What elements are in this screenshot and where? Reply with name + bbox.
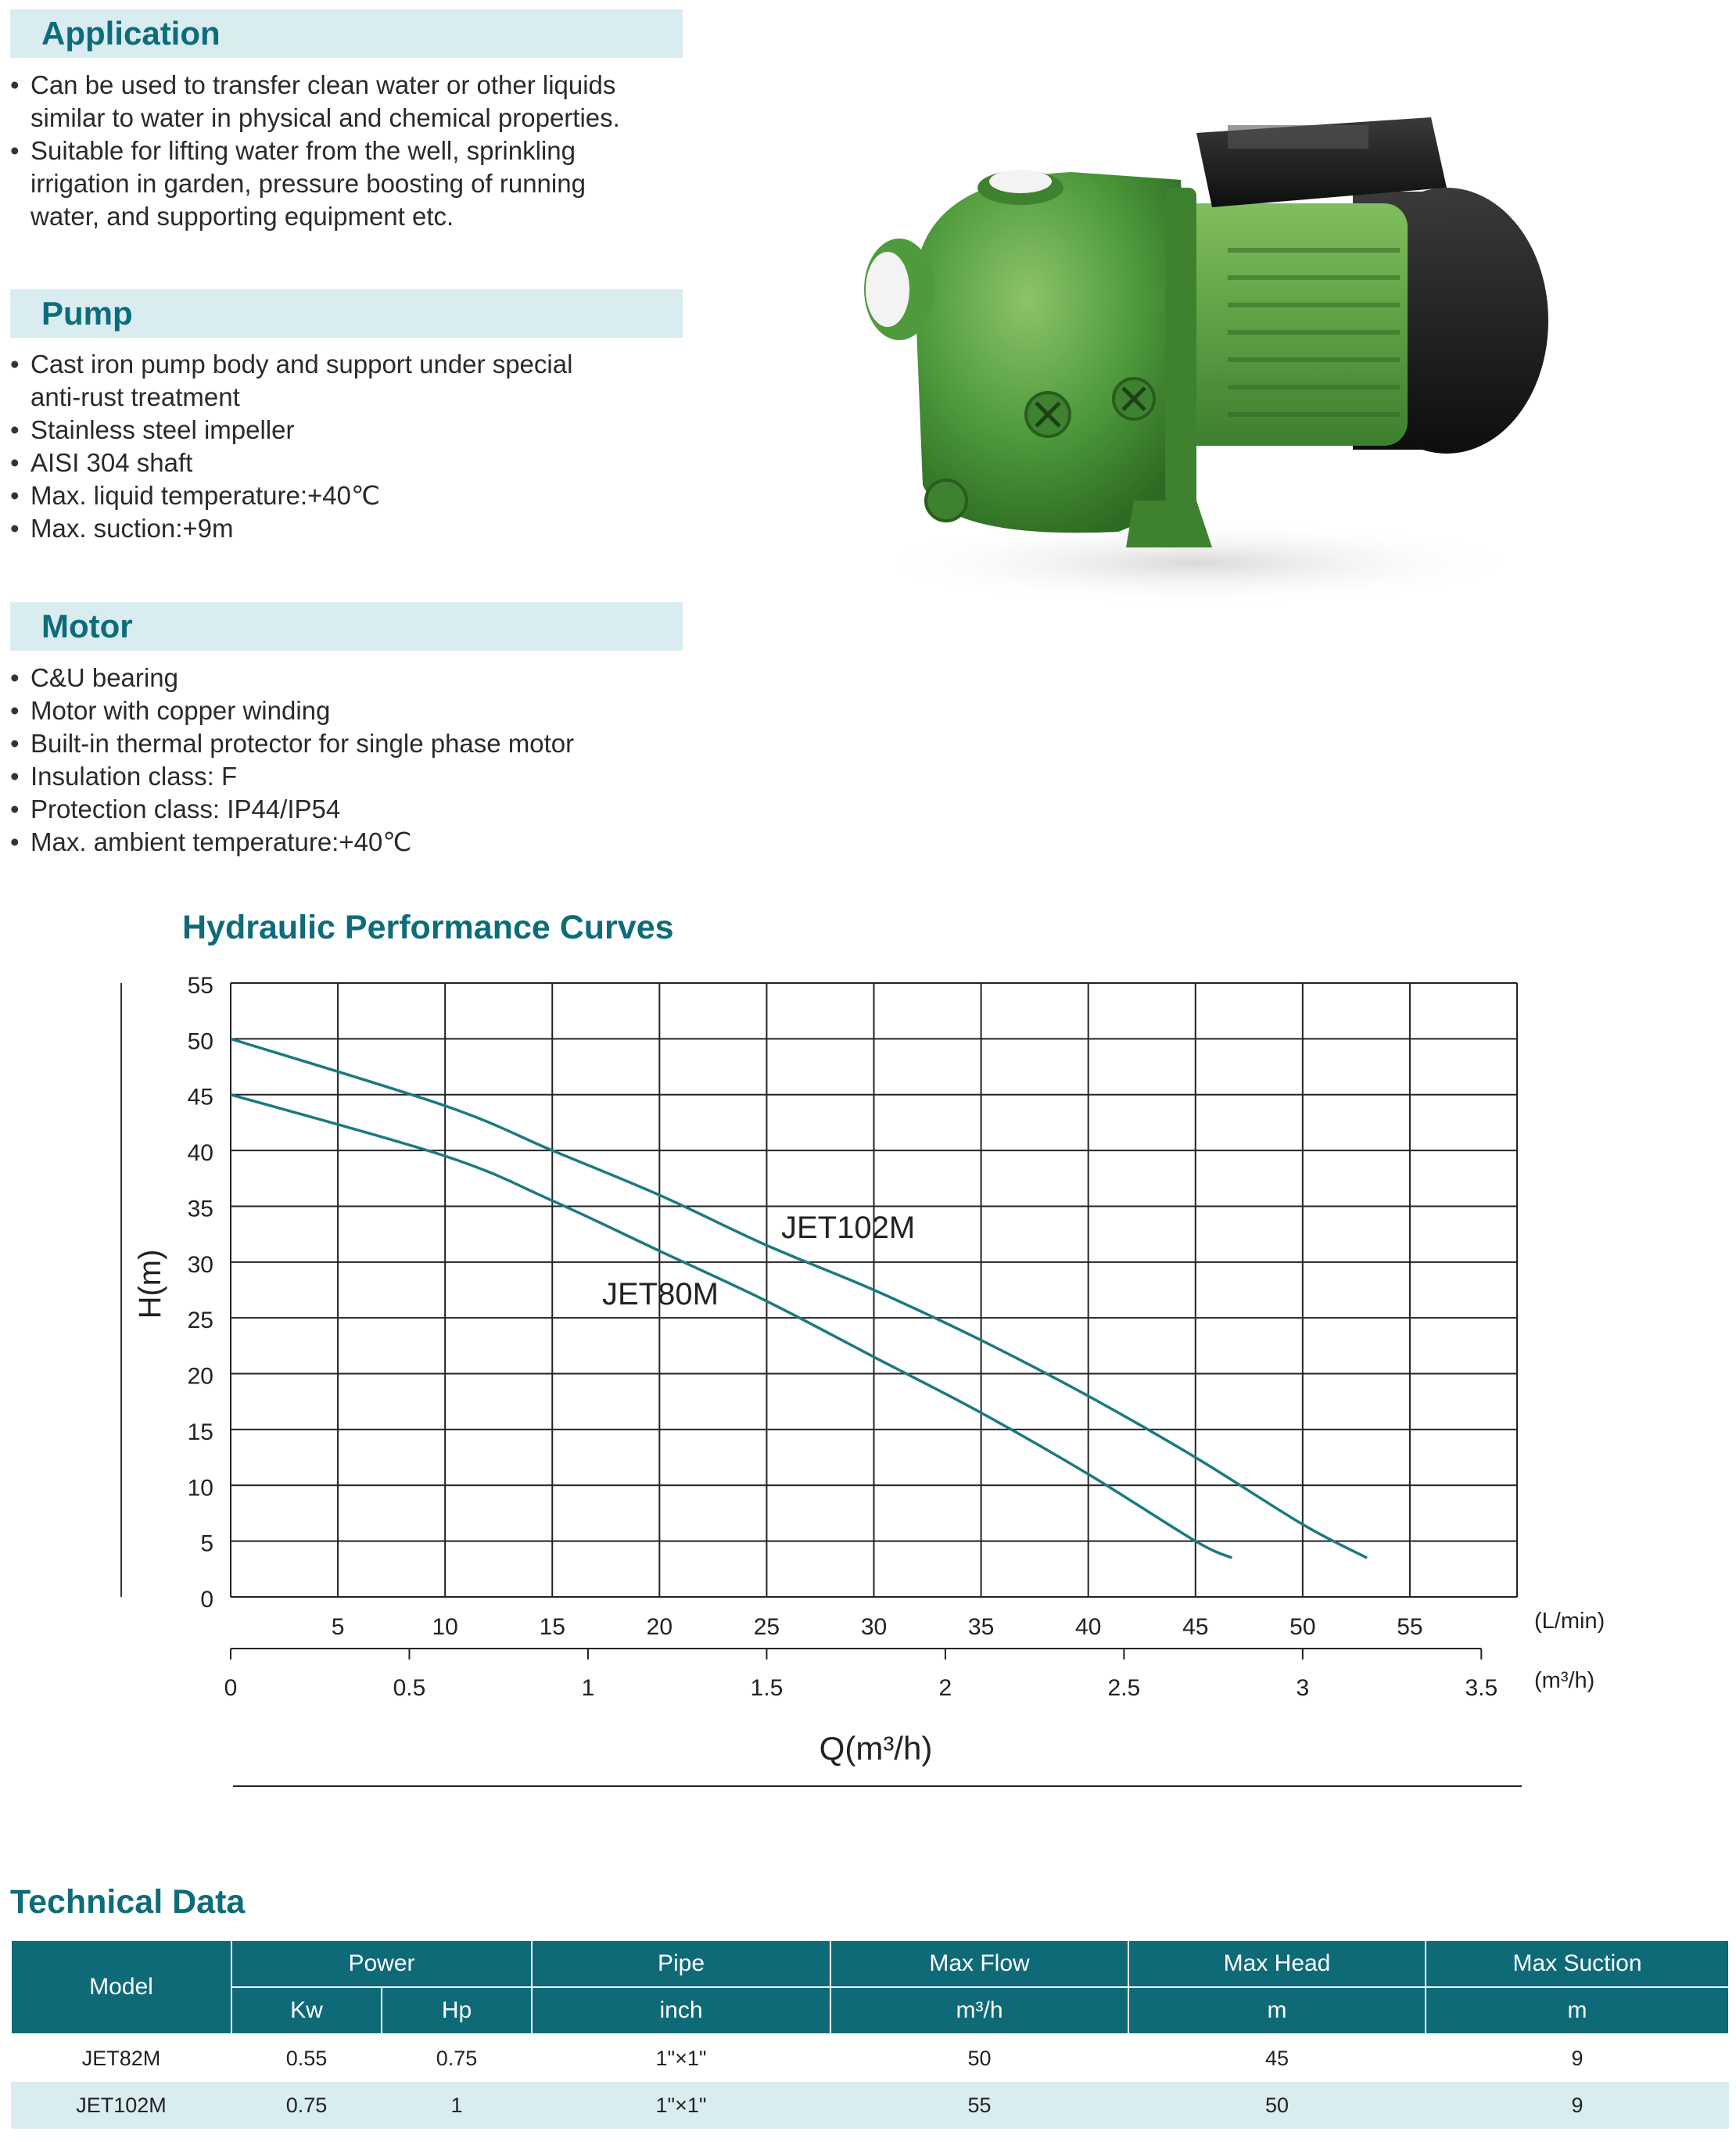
- y-axis-label: H(m): [133, 1249, 167, 1319]
- x-tick-label-lmin: 25: [753, 1614, 780, 1640]
- cell-suction: 9: [1426, 2034, 1729, 2082]
- x-unit-lmin: (L/min): [1534, 1609, 1605, 1634]
- cell-hp: 0.75: [382, 2034, 532, 2082]
- x-tick-label-m3h: 2: [938, 1675, 952, 1701]
- header-max-flow: Max Flow: [830, 1940, 1128, 1987]
- chart-title: Hydraulic Performance Curves: [182, 909, 674, 946]
- header-m-suction: m: [1426, 1987, 1729, 2034]
- list-item: • Built-in thermal protector for single phase motor: [10, 727, 574, 760]
- x-tick-label-lmin: 5: [331, 1614, 345, 1640]
- cell-flow: 55: [830, 2082, 1128, 2129]
- table-title: Technical Data: [10, 1883, 246, 1921]
- y-tick-label: 50: [187, 1028, 213, 1055]
- x-tick-label-m3h: 3: [1296, 1675, 1310, 1701]
- header-max-head: Max Head: [1128, 1940, 1426, 1987]
- curve-label-jet80m: JET80M: [602, 1277, 719, 1311]
- list-item: • AISI 304 shaft: [10, 447, 572, 479]
- curve-label-jet102m: JET102M: [781, 1211, 916, 1245]
- x-tick-label-lmin: 20: [646, 1614, 673, 1640]
- x-axis-label: Q(m³/h): [819, 1730, 933, 1767]
- cell-kw: 0.75: [231, 2082, 382, 2129]
- cell-pipe: 1"×1": [532, 2034, 830, 2082]
- y-tick-label: 55: [187, 973, 213, 999]
- y-tick-label: 20: [187, 1363, 213, 1390]
- cell-suction: 9: [1426, 2082, 1729, 2129]
- cell-head: 50: [1128, 2082, 1426, 2129]
- x-tick-label-lmin: 55: [1397, 1614, 1423, 1640]
- table-row: [11, 2034, 1729, 2082]
- section-title-pump: Pump: [41, 295, 133, 332]
- list-item: • Can be used to transfer clean water or other liquids similar to water in physical and chemical properties.: [10, 69, 620, 135]
- cell-kw: 0.55: [231, 2034, 382, 2082]
- list-item: • Max. suction:+9m: [10, 512, 572, 545]
- x-tick-label-lmin: 45: [1182, 1614, 1209, 1640]
- y-tick-label: 15: [187, 1419, 213, 1445]
- y-tick-label: 25: [187, 1308, 213, 1334]
- cell-model: JET102M: [11, 2082, 231, 2129]
- technical-data-table: [10, 1939, 1730, 2129]
- y-tick-label: 35: [187, 1196, 213, 1222]
- list-item: • Suitable for lifting water from the well, sprinkling irrigation in garden, pressure boosting of running water, and supporting equipment etc.: [10, 135, 620, 233]
- list-item: • Max. liquid temperature:+40℃: [10, 479, 572, 512]
- y-tick-label: 5: [200, 1530, 213, 1557]
- header-m3h: m³/h: [830, 1987, 1128, 2034]
- x-tick-label-lmin: 10: [432, 1614, 458, 1640]
- x-tick-label-lmin: 40: [1074, 1614, 1102, 1640]
- x-tick-label-m3h: 0.5: [393, 1675, 426, 1701]
- list-item: • Cast iron pump body and support under special anti-rust treatment: [10, 348, 572, 414]
- list-item: • Max. ambient temperature:+40℃: [10, 826, 574, 859]
- x-tick-label-m3h: 3.5: [1465, 1675, 1498, 1701]
- cell-head: 45: [1128, 2034, 1426, 2082]
- cell-model: JET82M: [11, 2034, 231, 2082]
- list-item: • Motor with copper winding: [10, 694, 574, 727]
- header-max-suction: Max Suction: [1426, 1940, 1729, 1987]
- y-tick-label: 45: [187, 1084, 213, 1110]
- section-title-application: Application: [41, 15, 221, 52]
- section-title-motor: Motor: [41, 608, 133, 644]
- x-tick-label-lmin: 35: [967, 1614, 995, 1640]
- list-item: • Protection class: IP44/IP54: [10, 793, 574, 826]
- x-tick-label-m3h: 1: [581, 1675, 595, 1701]
- header-m-head: m: [1128, 1987, 1426, 2034]
- x-tick-label-m3h: 0: [224, 1675, 238, 1701]
- x-tick-label-m3h: 1.5: [750, 1675, 784, 1701]
- curve-jet80m: [231, 1095, 1232, 1558]
- x-tick-label-m3h: 2.5: [1107, 1675, 1141, 1701]
- x-unit-m3h: (m³/h): [1534, 1668, 1595, 1693]
- y-tick-label: 0: [200, 1587, 213, 1613]
- x-tick-label-lmin: 50: [1289, 1614, 1316, 1640]
- cell-pipe: 1"×1": [532, 2082, 830, 2129]
- header-pipe: Pipe: [532, 1940, 830, 1987]
- header-kw: Kw: [231, 1987, 382, 2034]
- list-item: • Insulation class: F: [10, 760, 574, 793]
- header-inch: inch: [532, 1987, 830, 2034]
- cell-hp: 1: [382, 2082, 532, 2129]
- list-item: • C&U bearing: [10, 662, 574, 694]
- x-tick-label-lmin: 15: [539, 1614, 565, 1640]
- header-hp: Hp: [382, 1987, 532, 2034]
- y-tick-label: 40: [187, 1140, 213, 1167]
- cell-flow: 50: [830, 2034, 1128, 2082]
- curve-jet102m: [231, 1039, 1367, 1558]
- y-tick-label: 30: [187, 1251, 213, 1278]
- x-tick-label-lmin: 30: [860, 1614, 888, 1640]
- y-tick-label: 10: [187, 1475, 213, 1502]
- table-row: [11, 2082, 1729, 2129]
- header-power: Power: [231, 1940, 532, 1987]
- list-item: • Stainless steel impeller: [10, 414, 572, 447]
- header-model: Model: [11, 1940, 231, 2034]
